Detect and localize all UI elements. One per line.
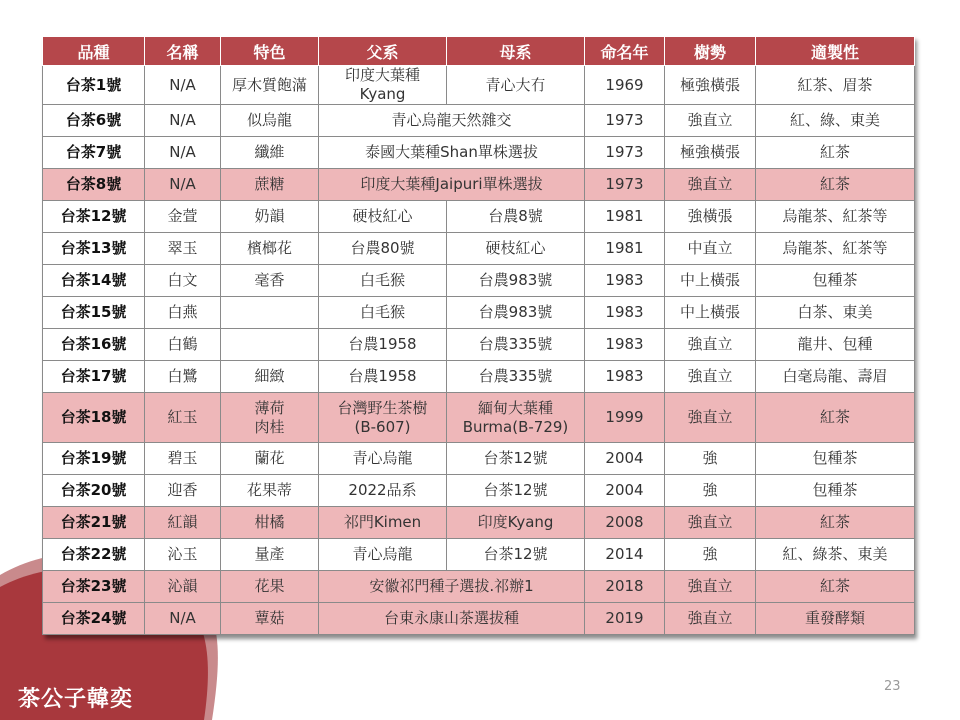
table-cell: 強 [665, 475, 756, 507]
table-cell: 1973 [585, 137, 665, 169]
tea-cultivar-table-container [42, 36, 914, 635]
table-cell: 1969 [585, 66, 665, 105]
header-name: 名稱 [145, 37, 221, 66]
header-cultivar: 品種 [43, 37, 145, 66]
table-cell: 紅茶 [756, 571, 915, 603]
table-cell: 極強橫張 [665, 66, 756, 105]
table-cell: 紅韻 [145, 507, 221, 539]
table-row [43, 105, 915, 137]
table-cell: 台農335號 [447, 361, 585, 393]
table-cell: 台茶12號 [447, 475, 585, 507]
table-cell: 量產 [221, 539, 319, 571]
table-cell: 台茶12號 [447, 539, 585, 571]
cultivar-cell: 台茶16號 [43, 329, 145, 361]
table-cell: N/A [145, 66, 221, 105]
table-row [43, 201, 915, 233]
cultivar-cell: 台茶13號 [43, 233, 145, 265]
cultivar-cell: 台茶15號 [43, 297, 145, 329]
table-cell: 強直立 [665, 361, 756, 393]
table-cell: 台農983號 [447, 265, 585, 297]
table-cell: 烏龍茶、紅茶等 [756, 233, 915, 265]
table-row [43, 507, 915, 539]
table-cell: 重發酵類 [756, 603, 915, 635]
table-cell: 極強橫張 [665, 137, 756, 169]
table-cell: 白茶、東美 [756, 297, 915, 329]
table-cell: 迎香 [145, 475, 221, 507]
table-cell: 龍井、包種 [756, 329, 915, 361]
table-cell: N/A [145, 137, 221, 169]
cultivar-cell: 台茶19號 [43, 443, 145, 475]
header-feature: 特色 [221, 37, 319, 66]
table-cell: 檳榔花 [221, 233, 319, 265]
table-cell: 紅玉 [145, 393, 221, 443]
cultivar-cell: 台茶1號 [43, 66, 145, 105]
table-row [43, 603, 915, 635]
table-cell: N/A [145, 169, 221, 201]
table-cell: 中上橫張 [665, 297, 756, 329]
table-cell: 包種茶 [756, 443, 915, 475]
table-cell: 1983 [585, 361, 665, 393]
table-row [43, 475, 915, 507]
cultivar-cell: 台茶17號 [43, 361, 145, 393]
table-row [43, 361, 915, 393]
table-row [43, 571, 915, 603]
table-cell: 強直立 [665, 169, 756, 201]
table-body [43, 66, 915, 635]
table-cell: N/A [145, 603, 221, 635]
page-number: 23 [884, 679, 901, 694]
table-cell: 2018 [585, 571, 665, 603]
cultivar-cell: 台茶23號 [43, 571, 145, 603]
table-cell: 白燕 [145, 297, 221, 329]
table-cell: 1983 [585, 265, 665, 297]
table-cell: 1973 [585, 169, 665, 201]
table-cell: 中上橫張 [665, 265, 756, 297]
table-cell: 似烏龍 [221, 105, 319, 137]
table-cell: 強直立 [665, 393, 756, 443]
table-cell: 薄荷 肉桂 [221, 393, 319, 443]
table-cell: 硬枝紅心 [319, 201, 447, 233]
cultivar-cell: 台茶22號 [43, 539, 145, 571]
table-cell: 台農80號 [319, 233, 447, 265]
parentage-cell: 青心烏龍天然雜交 [319, 105, 585, 137]
table-cell: 印度Kyang [447, 507, 585, 539]
table-cell: 細緻 [221, 361, 319, 393]
table-cell: 白毫烏龍、壽眉 [756, 361, 915, 393]
table-cell: 奶韻 [221, 201, 319, 233]
table-cell: 1981 [585, 233, 665, 265]
table-cell: 1973 [585, 105, 665, 137]
table-cell: 印度大葉種 Kyang [319, 66, 447, 105]
table-cell: 蕈菇 [221, 603, 319, 635]
table-cell: 台農1958 [319, 361, 447, 393]
table-cell: N/A [145, 105, 221, 137]
table-row [43, 443, 915, 475]
table-cell: 沁玉 [145, 539, 221, 571]
cultivar-cell: 台茶6號 [43, 105, 145, 137]
table-row [43, 329, 915, 361]
table-cell: 蔗糖 [221, 169, 319, 201]
cultivar-cell: 台茶20號 [43, 475, 145, 507]
table-cell: 緬甸大葉種 Burma(B-729) [447, 393, 585, 443]
table-cell: 包種茶 [756, 265, 915, 297]
table-row [43, 233, 915, 265]
table-cell: 柑橘 [221, 507, 319, 539]
table-cell: 紅茶、眉茶 [756, 66, 915, 105]
table-cell: 台農8號 [447, 201, 585, 233]
cultivar-cell: 台茶21號 [43, 507, 145, 539]
table-cell: 強直立 [665, 571, 756, 603]
table-row [43, 66, 915, 105]
table-cell: 祁門Kimen [319, 507, 447, 539]
table-cell: 翠玉 [145, 233, 221, 265]
table-cell: 強 [665, 443, 756, 475]
table-cell: 紅茶 [756, 137, 915, 169]
table-cell: 碧玉 [145, 443, 221, 475]
table-cell: 1983 [585, 297, 665, 329]
table-cell: 中直立 [665, 233, 756, 265]
table-cell: 纖維 [221, 137, 319, 169]
table-cell: 花果 [221, 571, 319, 603]
header-father: 父系 [319, 37, 447, 66]
table-cell: 紅茶 [756, 507, 915, 539]
cultivar-cell: 台茶12號 [43, 201, 145, 233]
table-cell: 1983 [585, 329, 665, 361]
header-year: 命名年 [585, 37, 665, 66]
table-cell: 1981 [585, 201, 665, 233]
cultivar-cell: 台茶24號 [43, 603, 145, 635]
table-cell: 花果蒂 [221, 475, 319, 507]
table-row [43, 393, 915, 443]
table-cell: 白文 [145, 265, 221, 297]
table-cell: 台茶12號 [447, 443, 585, 475]
table-cell: 白毛猴 [319, 297, 447, 329]
tea-cultivar-table [42, 36, 915, 635]
table-cell: 台農335號 [447, 329, 585, 361]
table-cell: 台農983號 [447, 297, 585, 329]
table-cell: 金萱 [145, 201, 221, 233]
table-cell: 青心烏龍 [319, 443, 447, 475]
table-cell [221, 297, 319, 329]
table-cell [221, 329, 319, 361]
table-row [43, 137, 915, 169]
footer-brand: 茶公子韓奕 [18, 687, 134, 712]
parentage-cell: 泰國大葉種Shan單株選拔 [319, 137, 585, 169]
table-cell: 紅、綠茶、東美 [756, 539, 915, 571]
table-row [43, 539, 915, 571]
header-suitability: 適製性 [756, 37, 915, 66]
cultivar-cell: 台茶8號 [43, 169, 145, 201]
table-cell: 2014 [585, 539, 665, 571]
table-cell: 青心大冇 [447, 66, 585, 105]
header-vigor: 樹勢 [665, 37, 756, 66]
table-cell: 2004 [585, 475, 665, 507]
table-cell: 強直立 [665, 603, 756, 635]
table-cell: 紅茶 [756, 393, 915, 443]
table-cell: 白毛猴 [319, 265, 447, 297]
table-cell: 台灣野生茶樹 (B-607) [319, 393, 447, 443]
table-cell: 強 [665, 539, 756, 571]
table-cell: 紅茶 [756, 169, 915, 201]
table-cell: 強直立 [665, 105, 756, 137]
table-cell: 硬枝紅心 [447, 233, 585, 265]
table-cell: 紅、綠、東美 [756, 105, 915, 137]
table-cell: 強橫張 [665, 201, 756, 233]
table-cell: 白鷺 [145, 361, 221, 393]
cultivar-cell: 台茶18號 [43, 393, 145, 443]
parentage-cell: 安徽祁門種子選拔.祁辦1 [319, 571, 585, 603]
table-cell: 包種茶 [756, 475, 915, 507]
table-cell: 蘭花 [221, 443, 319, 475]
table-cell: 毫香 [221, 265, 319, 297]
table-cell: 青心烏龍 [319, 539, 447, 571]
table-cell: 1999 [585, 393, 665, 443]
table-row [43, 297, 915, 329]
cultivar-cell: 台茶7號 [43, 137, 145, 169]
table-cell: 2019 [585, 603, 665, 635]
table-row [43, 265, 915, 297]
table-cell: 2022品系 [319, 475, 447, 507]
table-cell: 厚木質飽滿 [221, 66, 319, 105]
header-mother: 母系 [447, 37, 585, 66]
table-cell: 2008 [585, 507, 665, 539]
table-cell: 台農1958 [319, 329, 447, 361]
parentage-cell: 台東永康山茶選拔種 [319, 603, 585, 635]
table-cell: 強直立 [665, 329, 756, 361]
parentage-cell: 印度大葉種Jaipuri單株選拔 [319, 169, 585, 201]
table-cell: 烏龍茶、紅茶等 [756, 201, 915, 233]
table-row [43, 169, 915, 201]
table-cell: 強直立 [665, 507, 756, 539]
table-cell: 白鶴 [145, 329, 221, 361]
table-header-row [43, 37, 915, 66]
cultivar-cell: 台茶14號 [43, 265, 145, 297]
table-cell: 2004 [585, 443, 665, 475]
table-cell: 沁韻 [145, 571, 221, 603]
